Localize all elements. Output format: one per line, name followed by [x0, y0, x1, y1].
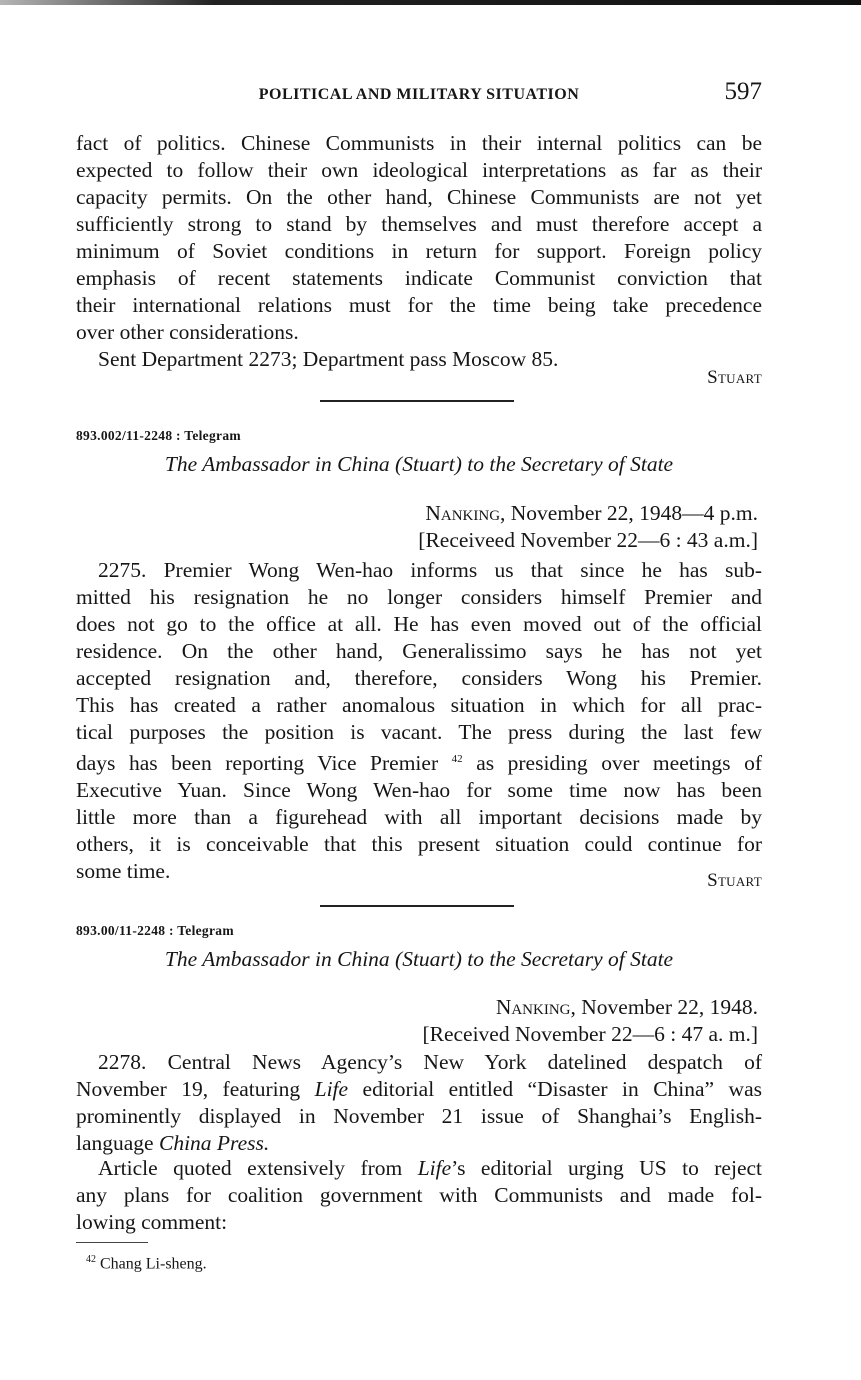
page-top-edge	[0, 0, 861, 5]
dateline	[418, 500, 758, 554]
document-title: The Ambassador in China (Stuart) to the Secretary of State	[164, 947, 674, 971]
text-line: others, it is conceivable that this present situation could continue for	[76, 832, 762, 857]
sent-date: , November 22, 1948.	[570, 995, 758, 1019]
footnote-text: Chang Li-sheng.	[96, 1255, 207, 1273]
page-header	[76, 78, 762, 114]
telegram-body	[76, 557, 762, 885]
document-title: The Ambassador in China (Stuart) to the Secretary of State	[164, 452, 674, 476]
running-head: POLITICAL AND MILITARY SITUATION	[258, 86, 580, 103]
text-line: prominently displayed in November 21 issue of Shanghai’s English-	[76, 1104, 762, 1128]
text-line: 2275. Premier Wong Wen-hao informs us that since he has sub-	[98, 558, 762, 582]
text-line	[76, 1155, 762, 1182]
footnote-ref: 42	[451, 753, 463, 765]
telegram-body	[76, 1155, 762, 1236]
sent-dateline	[418, 500, 758, 527]
footnote-divider	[76, 1242, 148, 1243]
dateline	[422, 994, 758, 1048]
newspaper-title: China Press.	[158, 1131, 270, 1155]
text-fragment: ’s editorial urging US to reject	[451, 1156, 763, 1180]
text-line: Executive Yuan. Since Wong Wen-hao for some time now has been	[76, 778, 762, 803]
magazine-title: Life	[314, 1077, 349, 1101]
text-line: 2278. Central News Agency’s New York datelined despatch of	[98, 1050, 762, 1074]
text-line: accepted resignation and, therefore, considers Wong his Premier.	[76, 666, 762, 690]
received-date: [Received November 22—6 : 47 a. m.]	[422, 1022, 758, 1046]
text-line	[76, 1130, 762, 1157]
text-fragment: editorial entitled “Disaster in China” was	[348, 1077, 762, 1101]
text-line: capacity permits. On the other hand, Chinese Communists are not yet	[76, 185, 762, 209]
file-number: 893.00/11-2248 : Telegram	[76, 923, 234, 938]
signature-stuart: Stuart	[707, 870, 762, 891]
signature-stuart: Stuart	[707, 367, 762, 388]
text-line: over other considerations.	[76, 320, 299, 344]
sent-date: , November 22, 1948—4 p.m.	[500, 501, 758, 525]
text-line: tical purposes the position is vacant. The press during the last few	[76, 720, 762, 744]
text-line: their international relations must for the time being take precedence	[76, 293, 762, 317]
text-fragment: language	[76, 1131, 159, 1155]
footnote	[86, 1254, 207, 1273]
continued-paragraph	[76, 130, 762, 373]
text-line: lowing comment:	[76, 1210, 228, 1234]
page-number: 597	[724, 78, 762, 105]
text-line: little more than a figurehead with all important decisions made by	[76, 805, 762, 830]
text-fragment: November 19, featuring	[76, 1077, 315, 1101]
text-line: emphasis of recent statements indicate Communist conviction that	[76, 266, 762, 290]
telegram-body	[76, 1049, 762, 1157]
text-line: This has created a rather anomalous situation in which for all prac-	[76, 693, 762, 717]
text-line: does not go to the office at all. He has even moved out of the official	[76, 612, 762, 636]
sent-line: Sent Department 2273; Department pass Moscow 85.	[98, 347, 559, 371]
text-line: some time.	[76, 859, 171, 884]
place-name: Nanking	[495, 995, 571, 1019]
magazine-title: Life	[417, 1156, 452, 1180]
place-name: Nanking	[425, 501, 501, 525]
text-line	[76, 746, 762, 777]
text-line: expected to follow their own ideological interpretations as far as their	[76, 158, 762, 182]
text-line: residence. On the other hand, Generalissimo says he has not yet	[76, 639, 762, 663]
received-date: [Receiveed November 22—6 : 43 a.m.]	[418, 528, 758, 552]
text-fragment: Article quoted extensively from	[98, 1156, 418, 1180]
text-line: sufficiently strong to stand by themselves and must therefore accept a	[76, 212, 762, 236]
text-fragment: as presiding over meetings of	[462, 751, 762, 776]
text-line: mitted his resignation he no longer considers himself Premier and	[76, 585, 762, 609]
file-number: 893.002/11-2248 : Telegram	[76, 428, 241, 443]
text-line	[76, 1076, 762, 1103]
section-divider	[320, 400, 514, 402]
sent-dateline	[422, 994, 758, 1021]
section-divider	[320, 905, 514, 907]
text-fragment: days has been reporting Vice Premier	[76, 751, 452, 776]
text-line: fact of politics. Chinese Communists in their internal politics can be	[76, 131, 762, 155]
text-line: any plans for coalition government with Communists and made fol-	[76, 1183, 762, 1207]
footnote-number: 42	[86, 1254, 96, 1265]
text-line: minimum of Soviet conditions in return for support. Foreign policy	[76, 239, 762, 263]
